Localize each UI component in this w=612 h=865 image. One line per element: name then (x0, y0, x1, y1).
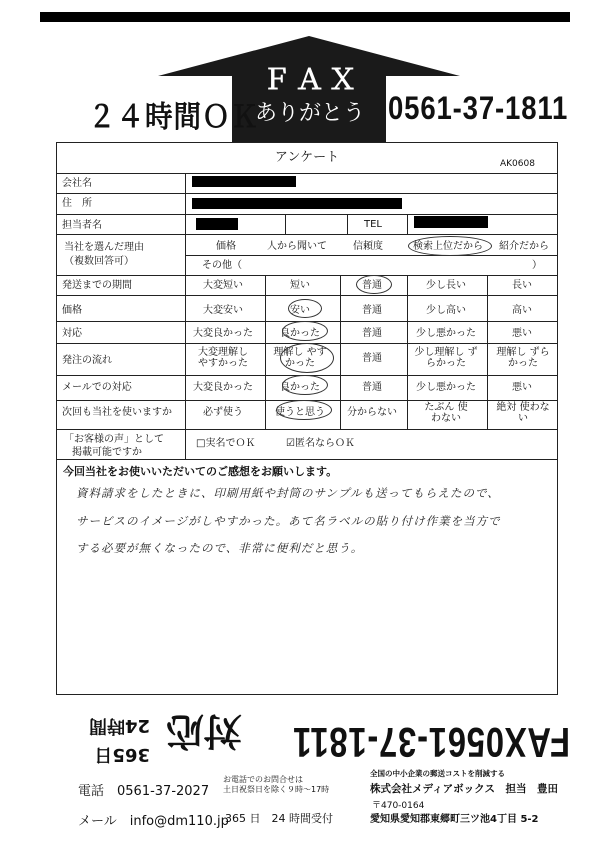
contact-email: メール info@dm110.jp (78, 814, 229, 829)
flipped-taio: 対応 (165, 709, 242, 753)
redacted-person (196, 218, 238, 230)
option-email-3: 普通 (362, 382, 382, 393)
option-support-1: 大変良かった (193, 328, 253, 339)
reason-option-search-rank: 検索上位だから (413, 241, 483, 252)
open-24-hours: ２４時間ＯＫ (88, 100, 260, 135)
voice-permission-label: 「お客様の声」として (64, 434, 164, 445)
option-email-2: 良かった (280, 382, 320, 393)
voice-option-real-name: □実名でＯＫ (196, 438, 256, 449)
question-label-support: 対応 (62, 328, 82, 339)
person-label: 担当者名 (62, 220, 102, 231)
reason-option-price: 価格 (216, 241, 236, 252)
flipped-24: 24時間 (88, 715, 150, 736)
option-next-3: 分からない (347, 407, 397, 418)
redacted-company (192, 176, 296, 187)
option-support-4: 少し悪かった (416, 328, 476, 339)
redacted-tel (414, 216, 488, 228)
reason-label: 当社を選んだ理由 (64, 242, 144, 253)
fax-label: ＦＡＸ (262, 64, 362, 95)
option-email-1: 大変良かった (193, 382, 253, 393)
selected-reason-circle (408, 236, 492, 256)
option-support-2: 良かった (280, 328, 320, 339)
option-delivery-5: 長い (512, 280, 532, 291)
reason-option-trust: 信頼度 (353, 241, 383, 252)
option-price-5: 高い (512, 305, 532, 316)
option-email-4: 少し悪かった (416, 382, 476, 393)
option-support-5: 悪い (512, 328, 532, 339)
reason-option-referral: 紹介だから (499, 241, 549, 252)
feedback-line-2: サービスのイメージがしやすかった。あて名ラベルの貼り付け作業を当方で (76, 514, 501, 528)
option-flow-4: 少し理解し ずらかった (414, 347, 478, 369)
voice-permission-label-2: 掲載可能ですか (72, 447, 142, 458)
feedback-line-3: する必要が無くなったので、非常に便利だと思う。 (76, 541, 364, 555)
fax-number-heading: 0561-37-1811 (388, 90, 569, 126)
form-code: AK0608 (500, 159, 535, 169)
phone-hours-line-2: 土日祝祭日を除く９時〜17時 (223, 785, 330, 794)
selected-support-circle (282, 321, 328, 341)
option-price-4: 少し高い (426, 305, 466, 316)
option-next-5: 絶対 使わない (496, 402, 550, 424)
company-address: 愛知県愛知郡東郷町三ツ池4丁目 5-2 (370, 814, 539, 825)
reason-label-note: （複数回答可） (64, 256, 134, 267)
option-support-3: 普通 (362, 328, 382, 339)
thanks-text: ありがとう (254, 101, 365, 126)
reason-other-label: その他（ (202, 260, 242, 271)
feedback-prompt: 今回当社をお使いいただいてのご感想をお願いします。 (63, 465, 338, 478)
question-label-next-time: 次回も当社を使いますか (62, 407, 172, 418)
company-name: 株式会社メディアボックス 担当 豊田 (370, 783, 559, 795)
option-flow-3: 普通 (362, 353, 382, 364)
company-label: 会社名 (62, 178, 92, 189)
option-flow-2: 理解し やすかった (273, 347, 327, 369)
flipped-365: 365日 (94, 744, 150, 765)
question-label-delivery: 発送までの期間 (62, 280, 132, 291)
option-email-5: 悪い (512, 382, 532, 393)
postal-code: 〒470-0164 (372, 801, 425, 811)
selected-price-circle (288, 299, 322, 318)
feedback-line-1: 資料請求をしたときに、印刷用紙や封筒のサンプルも送ってもらえたので、 (76, 486, 500, 500)
option-next-1: 必ず使う (203, 407, 243, 418)
redacted-header-bar (40, 12, 570, 22)
option-price-3: 普通 (362, 305, 382, 316)
option-flow-1: 大変理解し やすかった (198, 347, 248, 369)
reason-other-close: ） (532, 260, 542, 271)
option-delivery-2: 短い (290, 280, 310, 291)
phone-hours-note (223, 775, 329, 795)
reason-option-word-of-mouth: 人から聞いて (267, 241, 327, 252)
company-tagline: 全国の中小企業の郵送コストを削減する (370, 769, 505, 778)
question-label-price: 価格 (62, 305, 82, 316)
question-label-order-flow: 発注の流れ (62, 355, 112, 366)
flipped-fax-number: FAX0561-37-1811 (292, 719, 570, 766)
survey-title: アンケート (274, 150, 340, 165)
option-price-1: 大変安い (203, 305, 243, 316)
option-next-2: 使うと思う (275, 407, 325, 418)
option-delivery-4: 少し長い (426, 280, 466, 291)
option-price-2: 安い (290, 305, 310, 316)
phone-hours-line-1: お電話でのお問合せは (223, 775, 303, 784)
selected-delivery-circle (356, 275, 392, 294)
voice-option-anonymous: ☑匿名ならＯＫ (286, 438, 355, 449)
option-delivery-1: 大変短い (203, 280, 243, 291)
selected-flow-circle (280, 343, 334, 373)
contact-phone: 電話 0561-37-2027 (78, 784, 210, 799)
redacted-address (192, 198, 402, 209)
selected-next-circle (276, 400, 332, 420)
email-hours: 365 日 24 時間受付 (225, 812, 333, 825)
option-delivery-3: 普通 (362, 280, 382, 291)
upside-down-fax-banner (70, 706, 570, 766)
option-flow-5: 理解し ずらかった (496, 347, 550, 369)
option-next-4: たぶん 使わない (424, 402, 468, 424)
selected-email-circle (282, 375, 328, 395)
question-label-email: メールでの対応 (62, 382, 132, 393)
address-label: 住 所 (62, 198, 92, 209)
tel-label: TEL (364, 219, 382, 230)
